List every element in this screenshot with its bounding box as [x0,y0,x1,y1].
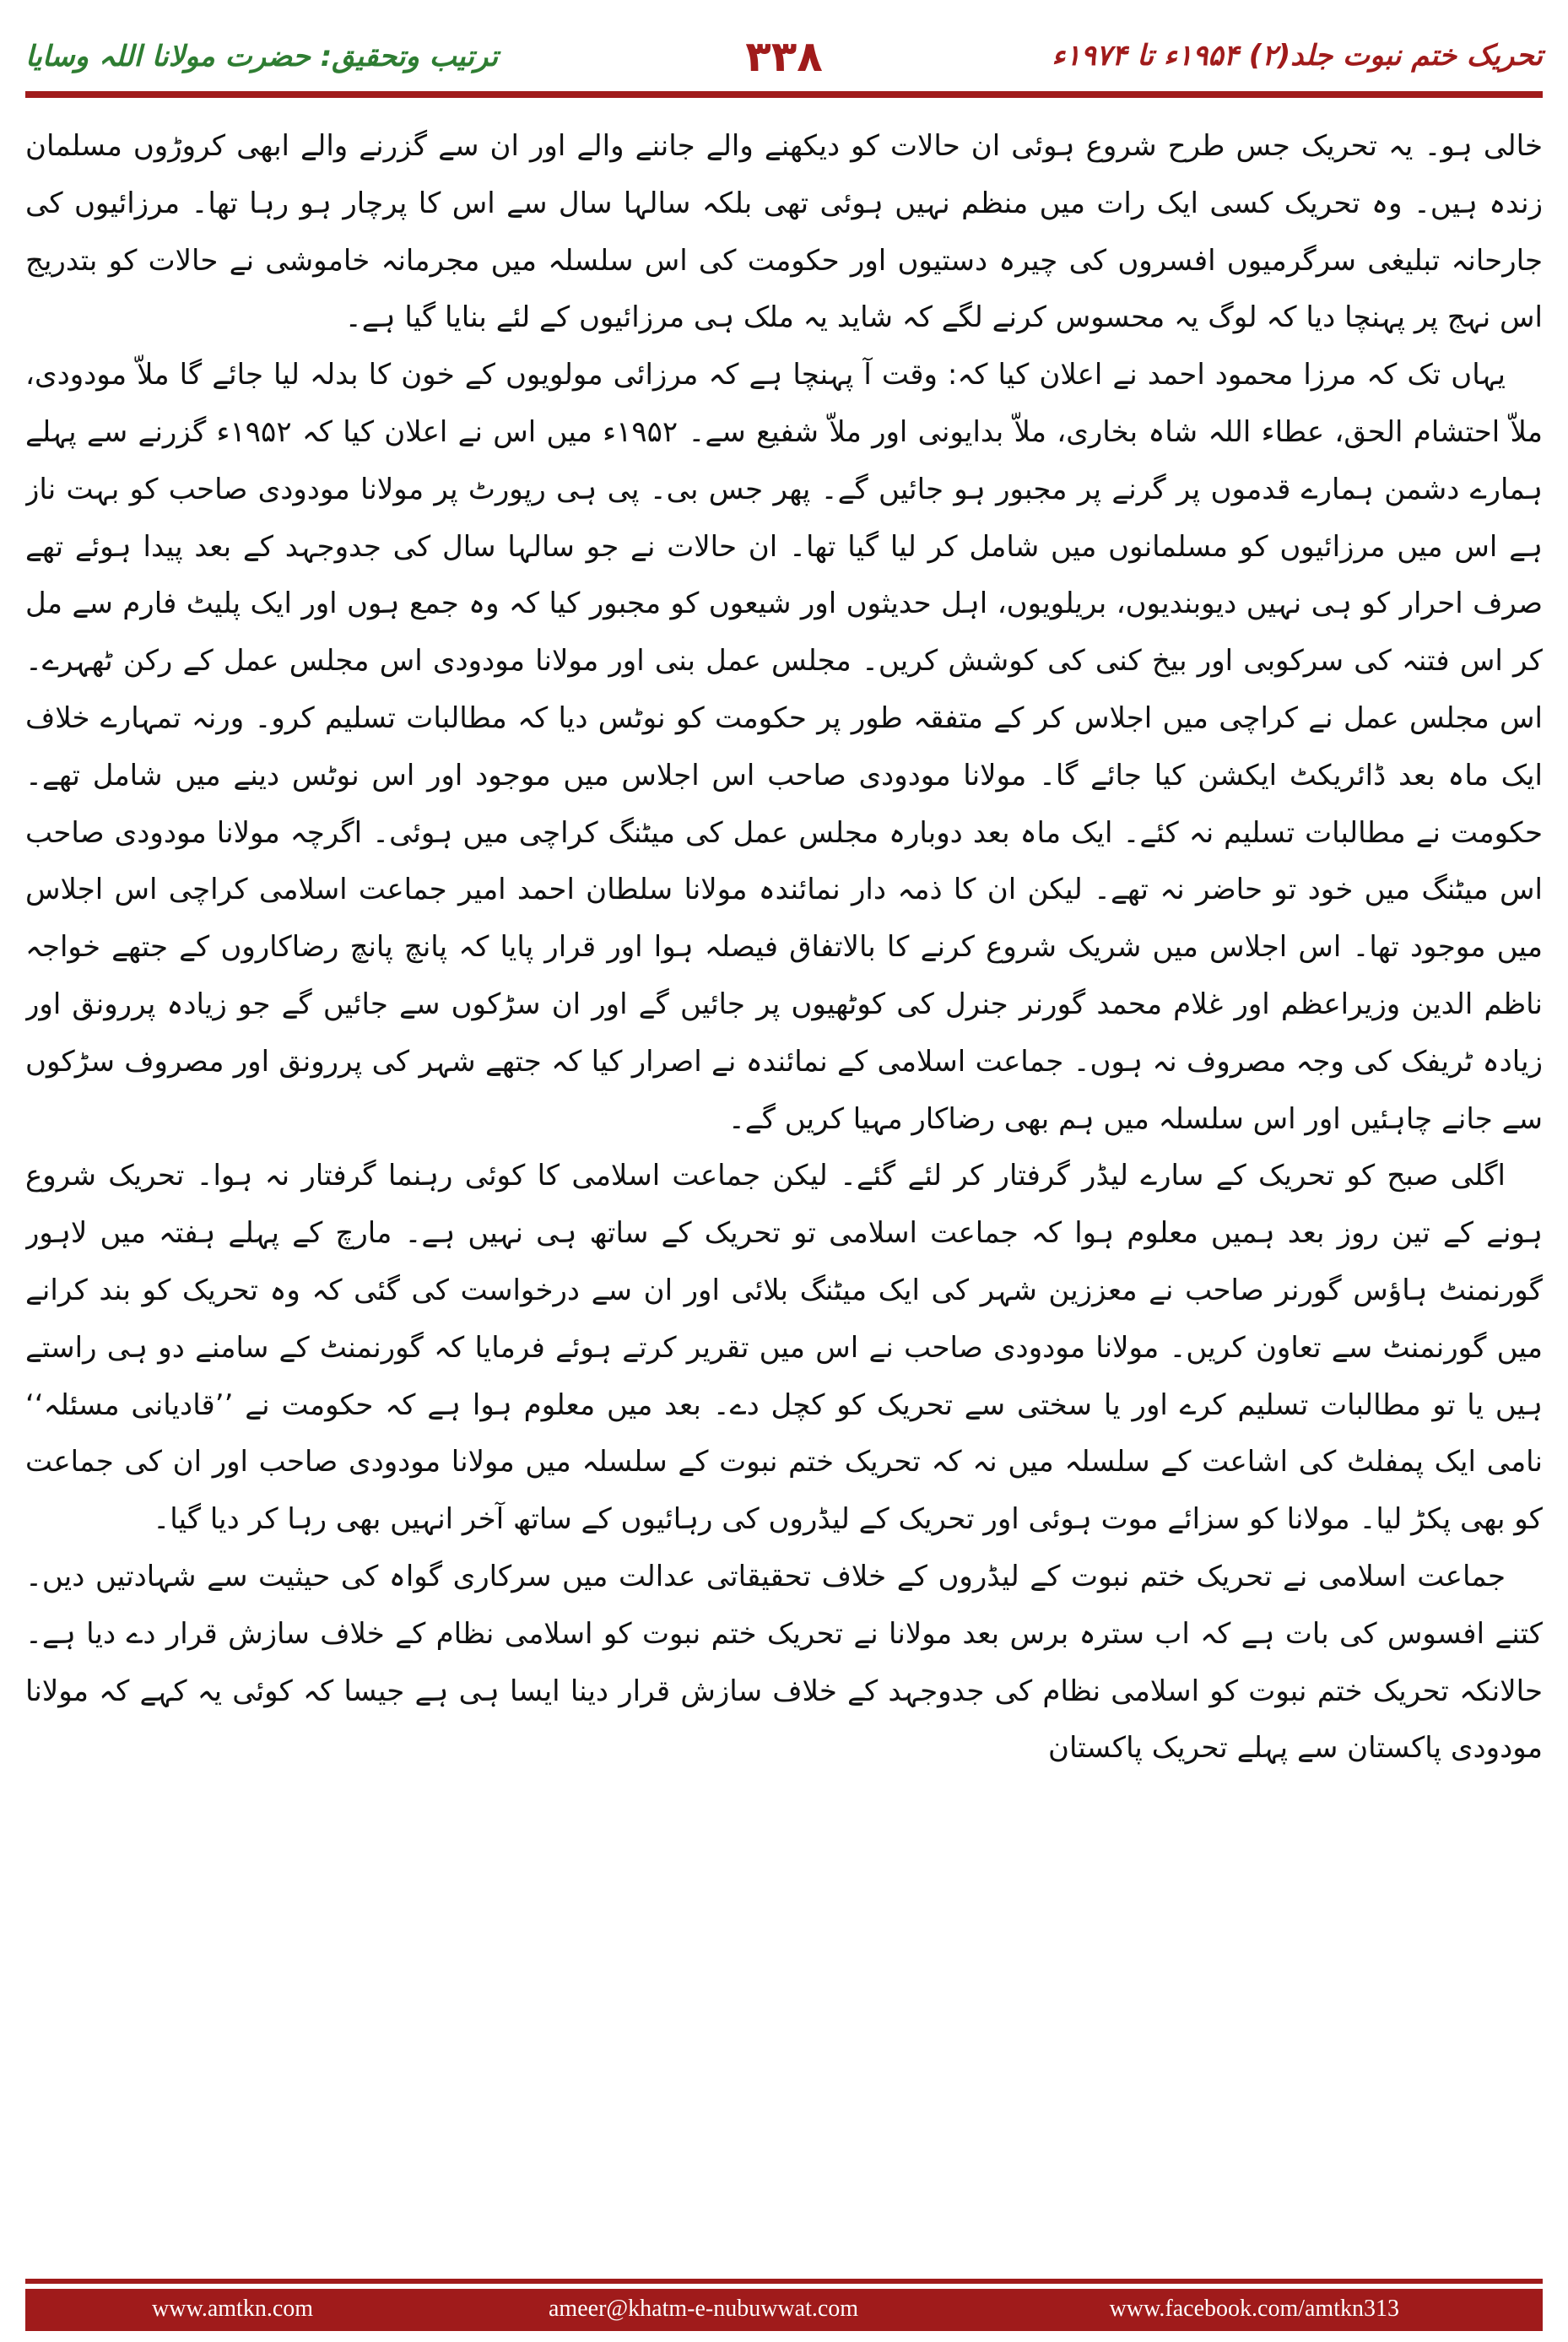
paragraph: یہاں تک کہ مرزا محمود احمد نے اعلان کیا کہ: وقت آ پہنچا ہے کہ مرزائی مولویوں کے خون کا بدلہ لیا جائے گا ملاّ مودودی، ملاّ احتشام الحق، عطاء اللہ شاہ بخاری، ملاّ بدایونی اور ملاّ شفیع سے۔ ۱۹۵۲ء میں اس نے اعلان کیا کہ ۱۹۵۲ء گزرنے سے پہلے ہمارے دشمن ہمارے قدموں پر گرنے پر مجبور ہو جائیں گے۔ پھر جس بی۔ پی ہی رپورٹ پر مولانا مودودی صاحب کو بہت ناز ہے اس میں مرزائیوں کو مسلمانوں میں شامل کر لیا گیا تھا۔ ان حالات نے جو سالہا سال کی جدوجہد کے بعد پیدا ہوئے تھے صرف احرار کو ہی نہیں دیوبندیوں، بریلویوں، اہل حدیثوں اور شیعوں کو مجبور کیا کہ وہ جمع ہوں اور ایک پلیٹ فارم سے مل کر اس فتنہ کی سرکوبی اور بیخ کنی کی کوشش کریں۔ مجلس عمل بنی اور مولانا مودودی اس مجلس عمل کے رکن ٹھہرے۔ اس مجلس عمل نے کراچی میں اجلاس کر کے متفقہ طور پر حکومت کو نوٹس دیا کہ مطالبات تسلیم کرو۔ ورنہ تمہارے خلاف ایک ماہ بعد ڈائریکٹ ایکشن کیا جائے گا۔ مولانا مودودی صاحب اس اجلاس میں موجود اور اس نوٹس دینے میں شامل تھے۔ حکومت نے مطالبات تسلیم نہ کئے۔ ایک ماہ بعد دوبارہ مجلس عمل کی میٹنگ کراچی میں ہوئی۔ اگرچہ مولانا مودودی صاحب اس میٹنگ میں خود تو حاضر نہ تھے۔ لیکن ان کا ذمہ دار نمائندہ مولانا سلطان احمد امیر جماعت اسلامی کراچی اس اجلاس میں موجود تھا۔ اس اجلاس میں شریک شروع کرنے کا بالاتفاق فیصلہ ہوا اور قرار پایا کہ پانچ پانچ رضاکاروں کے جتھے خواجہ ناظم الدین وزیراعظم اور غلام محمد گورنر جنرل کی کوٹھیوں پر جائیں گے اور ان سڑکوں سے جائیں گے جو زیادہ پررونق اور زیادہ ٹریفک کی وجہ مصروف نہ ہوں۔ جماعت اسلامی کے نمائندہ نے اصرار کیا کہ جتھے شہر کی پررونق اور مصروف سڑکوں سے جانے چاہئیں اور اس سلسلہ میں ہم بھی رضاکار مہیا کریں گے۔ [25,358,1543,1136]
paragraph: خالی ہو۔ یہ تحریک جس طرح شروع ہوئی ان حالات کو دیکھنے والے جاننے والے اور ان سے گزرنے والے ابھی کروڑوں مسلمان زندہ ہیں۔ وہ تحریک کسی ایک رات میں منظم نہیں ہوئی تھی بلکہ سالہا سال سے اس کا پرچار ہو رہا تھا۔ مرزائیوں کی جارحانہ تبلیغی سرگرمیوں افسروں کی چیرہ دستیوں اور حکومت کی اس سلسلہ میں مجرمانہ خاموشی نے حالات کو بتدریج اس نہج پر پہنچا دیا کہ لوگ یہ محسوس کرنے لگے کہ شاید یہ ملک ہی مرزائیوں کے لئے بنایا گیا ہے۔ [25,129,1543,335]
page-header [25,32,1543,83]
page-footer [25,2289,1543,2331]
book-title: تحریک ختم نبوت جلد(۲) ۱۹۵۴ء تا ۱۹۷۴ء [1052,39,1543,73]
facebook-link[interactable]: www.facebook.com/amtkn313 [1109,2296,1399,2322]
paragraph: جماعت اسلامی نے تحریک ختم نبوت کے لیڈروں کے خلاف تحقیقاتی عدالت میں سرکاری گواہ کی حیثیت سے شہادتیں دیں۔ کتنے افسوس کی بات ہے کہ اب سترہ برس بعد مولانا نے تحریک ختم نبوت کو اسلامی نظام کے خلاف سازش قرار دے دیا ہے۔ حالانکہ تحریک ختم نبوت کو اسلامی نظام کی جدوجہد کے خلاف سازش قرار دینا ایسا ہی ہے جیسا کہ کوئی یہ کہے کہ مولانا مودودی پاکستان سے پہلے تحریک پاکستان [25,1559,1543,1766]
footer-divider [25,2279,1543,2284]
page-body [25,118,1543,2266]
email-link[interactable]: ameer@khatm-e-nubuwwat.com [549,2296,859,2322]
paragraph: اگلی صبح کو تحریک کے سارے لیڈر گرفتار کر لئے گئے۔ لیکن جماعت اسلامی کا کوئی رہنما گرفتار نہ ہوا۔ تحریک شروع ہونے کے تین روز بعد ہمیں معلوم ہوا کہ جماعت اسلامی تو تحریک کے ساتھ ہی نہیں ہے۔ مارچ کے پہلے ہفتہ میں لاہور گورنمنٹ ہاؤس گورنر صاحب نے معززین شہر کی ایک میٹنگ بلائی اور ان سے درخواست کی گئی کہ وہ تحریک کو بند کرانے میں گورنمنٹ سے تعاون کریں۔ مولانا مودودی صاحب نے اس میں تقریر کرتے ہوئے فرمایا کہ گورنمنٹ کے سامنے دو ہی راستے ہیں یا تو مطالبات تسلیم کرے اور یا سختی سے تحریک کو کچل دے۔ بعد میں معلوم ہوا ہے کہ حکومت نے ’’قادیانی مسئلہ‘‘ نامی ایک پمفلٹ کی اشاعت کے سلسلہ میں نہ کہ تحریک ختم نبوت کے سلسلہ میں مولانا مودودی صاحب اور ان کی جماعت کو بھی پکڑ لیا۔ مولانا کو سزائے موت ہوئی اور تحریک کے لیڈروں کی رہائیوں کے ساتھ آخر انہیں بھی رہا کر دیا گیا۔ [25,1159,1543,1537]
website-link[interactable]: www.amtkn.com [152,2296,314,2322]
page-number: ۳۳۸ [745,32,823,81]
compiler-credit: ترتیب وتحقیق: حضرت مولانا اللہ وسایا [25,40,499,73]
header-divider [25,91,1543,98]
